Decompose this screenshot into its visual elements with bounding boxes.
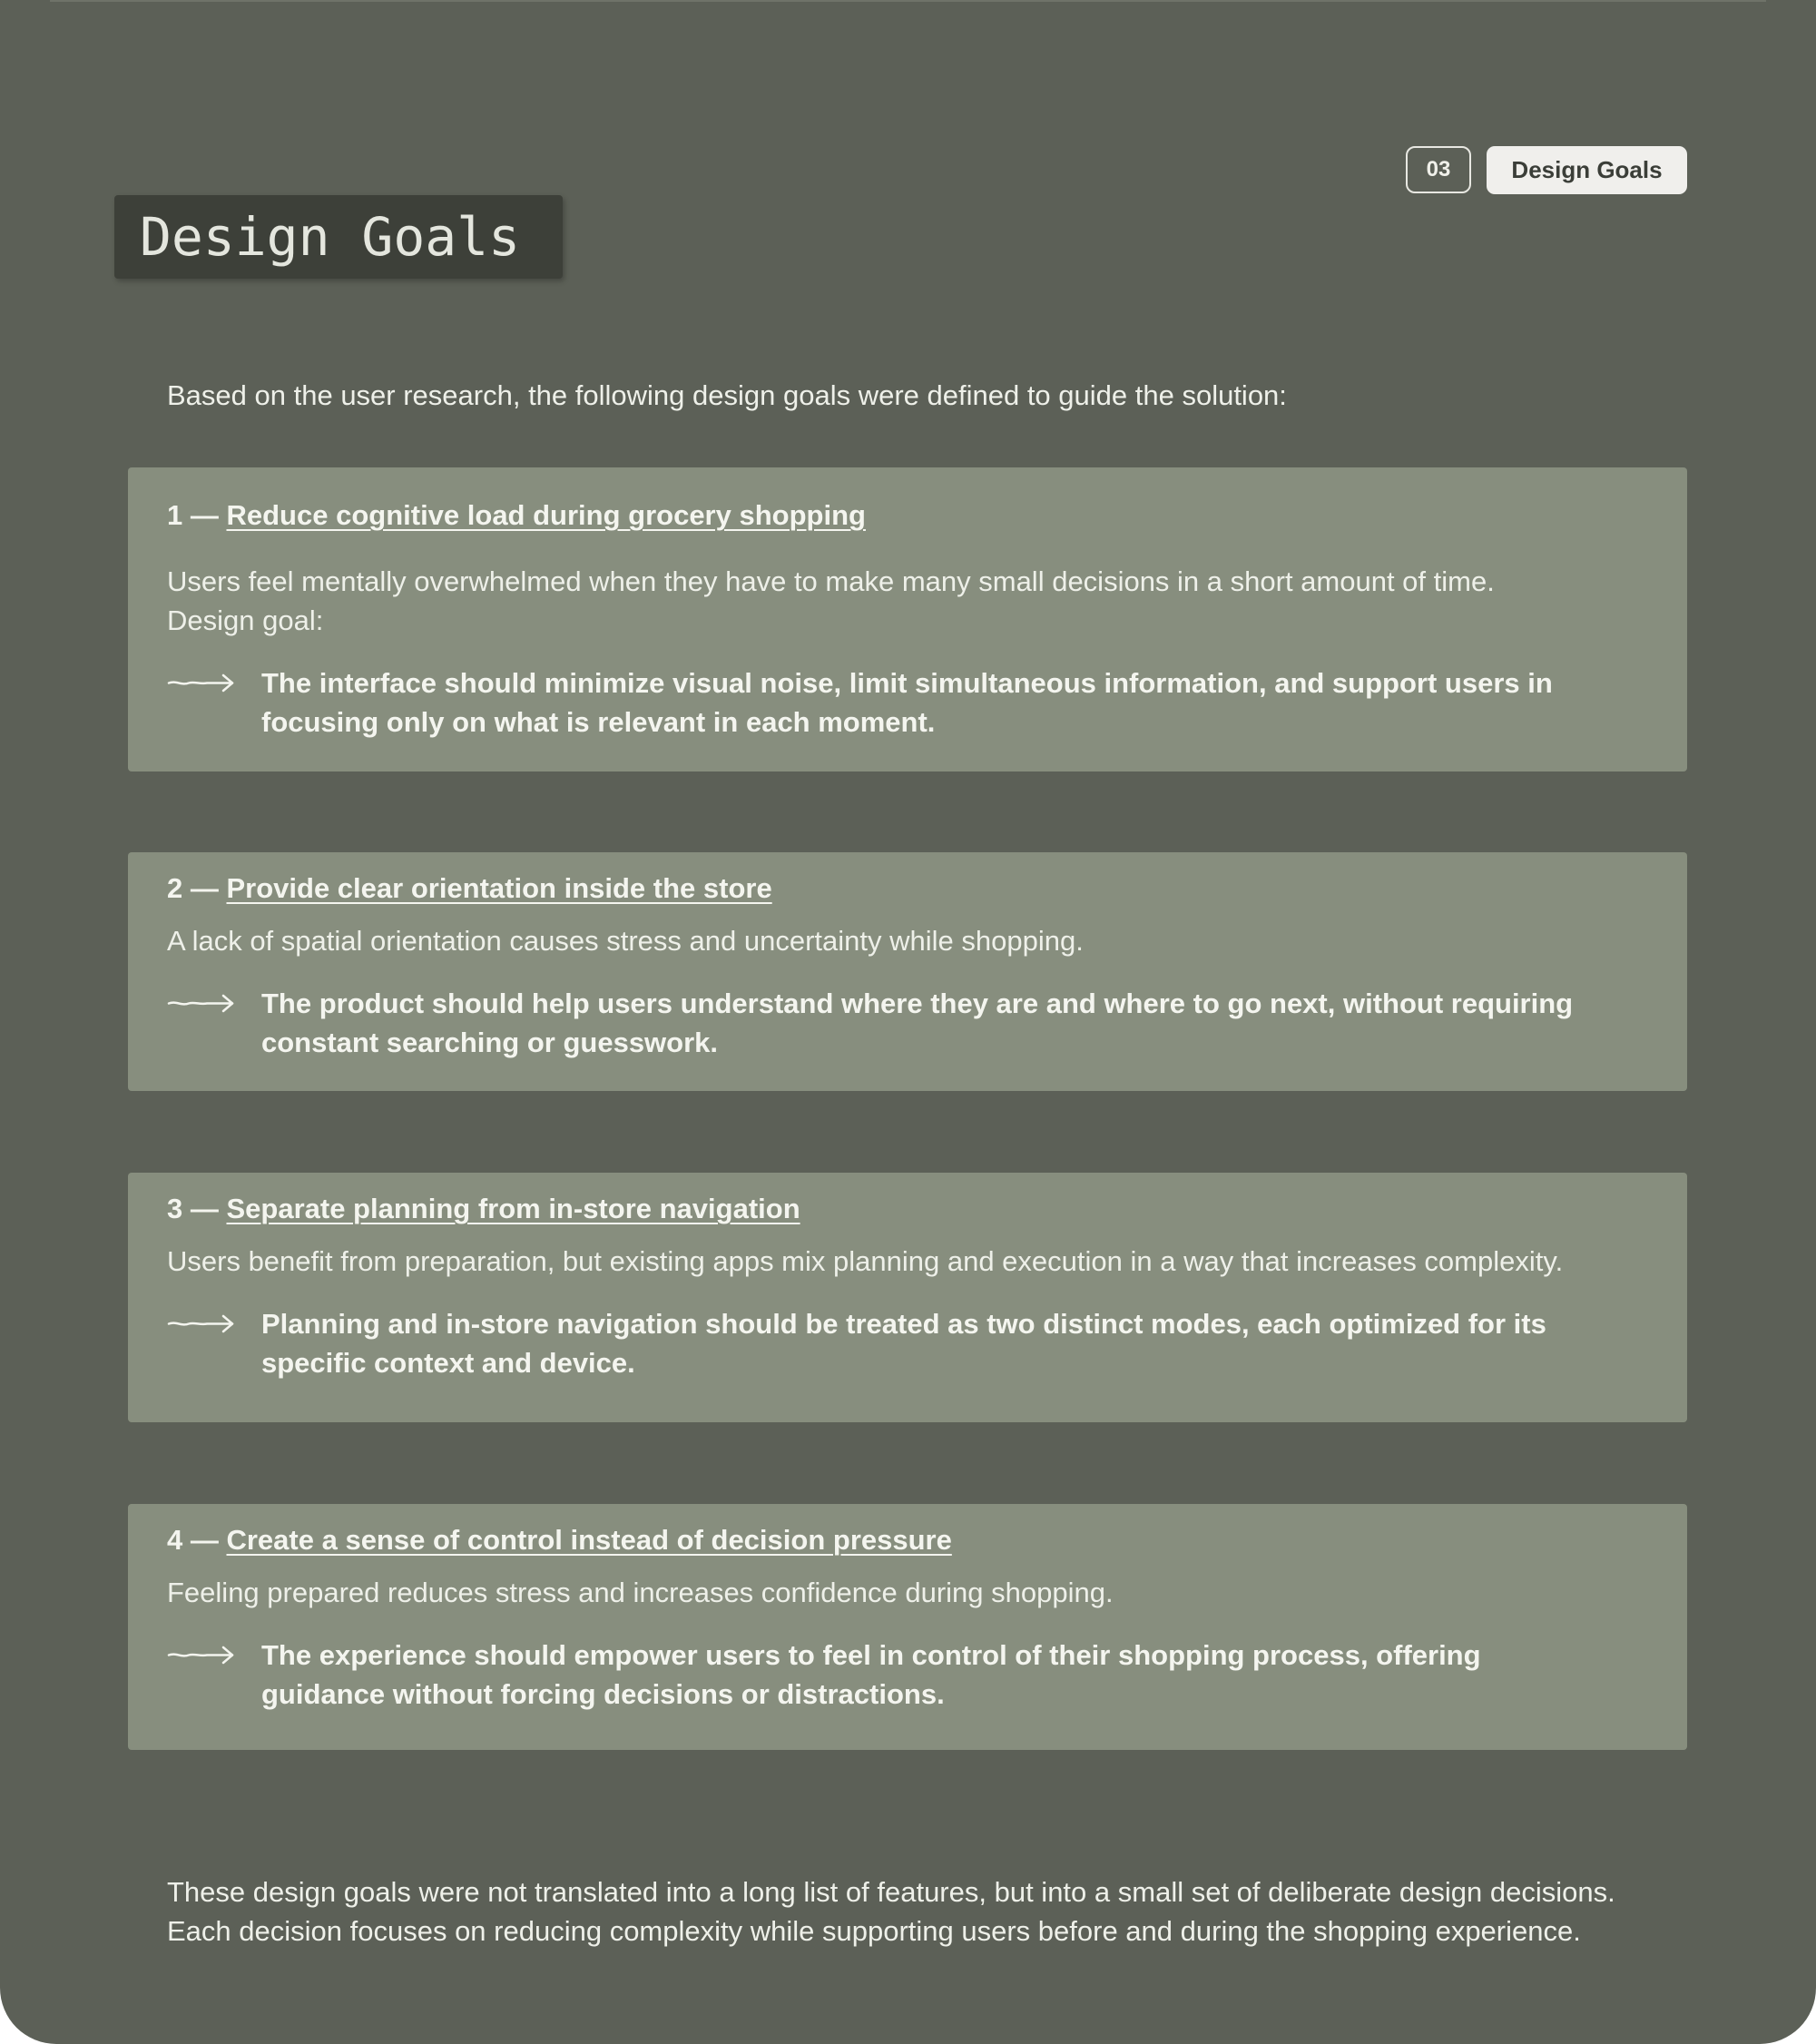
- goal-heading: Provide clear orientation inside the store: [226, 872, 772, 904]
- goal-result: [167, 1636, 1651, 1714]
- goal-heading: Create a sense of control instead of decision pressure: [226, 1524, 952, 1556]
- goal-description: [167, 1242, 1651, 1281]
- goal-description-line: Users feel mentally overwhelmed when they have to make many small decisions in a short amount of time.: [167, 565, 1495, 597]
- goal-heading: Separate planning from in-store navigation: [226, 1193, 800, 1224]
- goal-title: [167, 1522, 1651, 1558]
- outro-line: These design goals were not translated into a long list of features, but into a small set of deliberate design decisions.: [167, 1876, 1615, 1908]
- intro-text: Based on the user research, the following design goals were defined to guide the solution:: [167, 379, 1287, 411]
- goal-result-text: The interface should minimize visual noise, limit simultaneous information, and support users in focusing only on what is relevant in each moment.: [261, 667, 1553, 738]
- long-right-arrow-icon: [167, 984, 236, 1023]
- goal-number: 2 —: [167, 872, 219, 904]
- section-number-badge: 03: [1406, 146, 1471, 193]
- goal-number: 4 —: [167, 1524, 219, 1556]
- long-right-arrow-icon: [167, 1636, 236, 1675]
- goal-result: [167, 1304, 1651, 1382]
- goal-title: [167, 1191, 1651, 1227]
- goal-card-2: [128, 852, 1687, 1091]
- goal-description: [167, 921, 1651, 960]
- long-right-arrow-icon: [167, 1304, 236, 1343]
- goal-result-text: The product should help users understand where they are and where to go next, without requiring constant searching or guesswork.: [261, 988, 1574, 1058]
- top-divider: [50, 0, 1766, 2]
- goal-result-text: The experience should empower users to feel in control of their shopping process, offering guidance without forcing decisions or distractions.: [261, 1639, 1481, 1710]
- goal-description-line: Feeling prepared reduces stress and increases confidence during shopping.: [167, 1577, 1114, 1608]
- goal-number: 1 —: [167, 499, 219, 531]
- goal-title: [167, 497, 1651, 534]
- goal-card-4: [128, 1504, 1687, 1750]
- outro-line: Each decision focuses on reducing complexity while supporting users before and during the shopping experience.: [167, 1915, 1581, 1947]
- goal-description: [167, 562, 1651, 640]
- goal-description-line: A lack of spatial orientation causes stress and uncertainty while shopping.: [167, 925, 1084, 957]
- goal-result: [167, 984, 1651, 1062]
- goal-description-line: Design goal:: [167, 604, 324, 636]
- outro-text: [167, 1872, 1710, 1951]
- goal-card-3: [128, 1173, 1687, 1422]
- section-tag: Design Goals: [1487, 146, 1687, 194]
- goal-result: [167, 663, 1651, 742]
- long-right-arrow-icon: [167, 663, 236, 703]
- goal-result-text: Planning and in-store navigation should be treated as two distinct modes, each optimized for its specific context and device.: [261, 1308, 1546, 1379]
- goal-card-1: [128, 467, 1687, 771]
- goal-number: 3 —: [167, 1193, 219, 1224]
- page-title: Design Goals: [114, 195, 563, 279]
- goal-title: [167, 870, 1651, 907]
- goal-description-line: Users benefit from preparation, but existing apps mix planning and execution in a way that increases complexity.: [167, 1245, 1564, 1277]
- goal-description: [167, 1573, 1651, 1612]
- goal-heading: Reduce cognitive load during grocery shopping: [226, 499, 866, 531]
